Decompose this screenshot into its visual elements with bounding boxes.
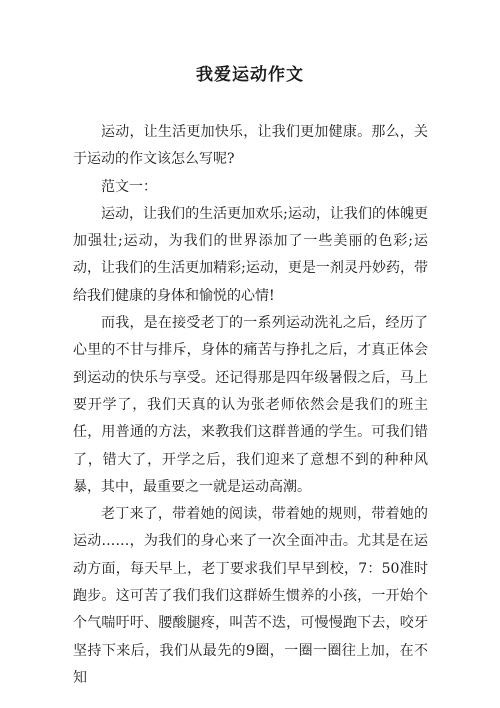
document-title: 我爱运动作文 [196,65,304,85]
paragraph-1: 运动，让我们的生活更加欢乐;运动，让我们的体魄更加强壮;运动，为我们的世界添加了一些美丽的色彩;运动，让我们的生活更加精彩;运动，更是一剂灵丹妙药，带给我们健康的身体和愉悦的心情! [73,205,428,304]
paragraph-sample-label: 范文一： [101,178,157,195]
paragraph-intro: 运动，让生活更加快乐，让我们更加健康。那么，关于运动的作文该怎么写呢? [73,124,428,168]
paragraph-3: 老丁来了，带着她的阅读，带着她的规则，带着她的运动……，为我们的身心来了一次全面冲击。尤其是在运动方面，每天早上，老丁要求我们早早到校，7：50准时跑步。这可苦了我们我们这群娇生惯养的小孩，一开始个个气喘吁吁、腰酸腿疼，叫苦不迭，可慢慢跑下去，咬牙坚持下来后，我们从最先的9圈，一圈一圈往上加，在不知 [73,506,428,686]
document-body [73,119,428,692]
paragraph-2: 而我，是在接受老丁的一系列运动洗礼之后，经历了心里的不甘与排斥，身体的痛苦与挣扎之后，才真正体会到运动的快乐与享受。还记得那是四年级暑假之后，马上要开学了，我们天真的认为张老师依然会是我们的班主任，用普通的方法，来教我们这群普通的学生。可我们错了，错大了，开学之后，我们迎来了意想不到的种种风暴，其中，最重要之一就是运动高潮。 [73,315,428,495]
